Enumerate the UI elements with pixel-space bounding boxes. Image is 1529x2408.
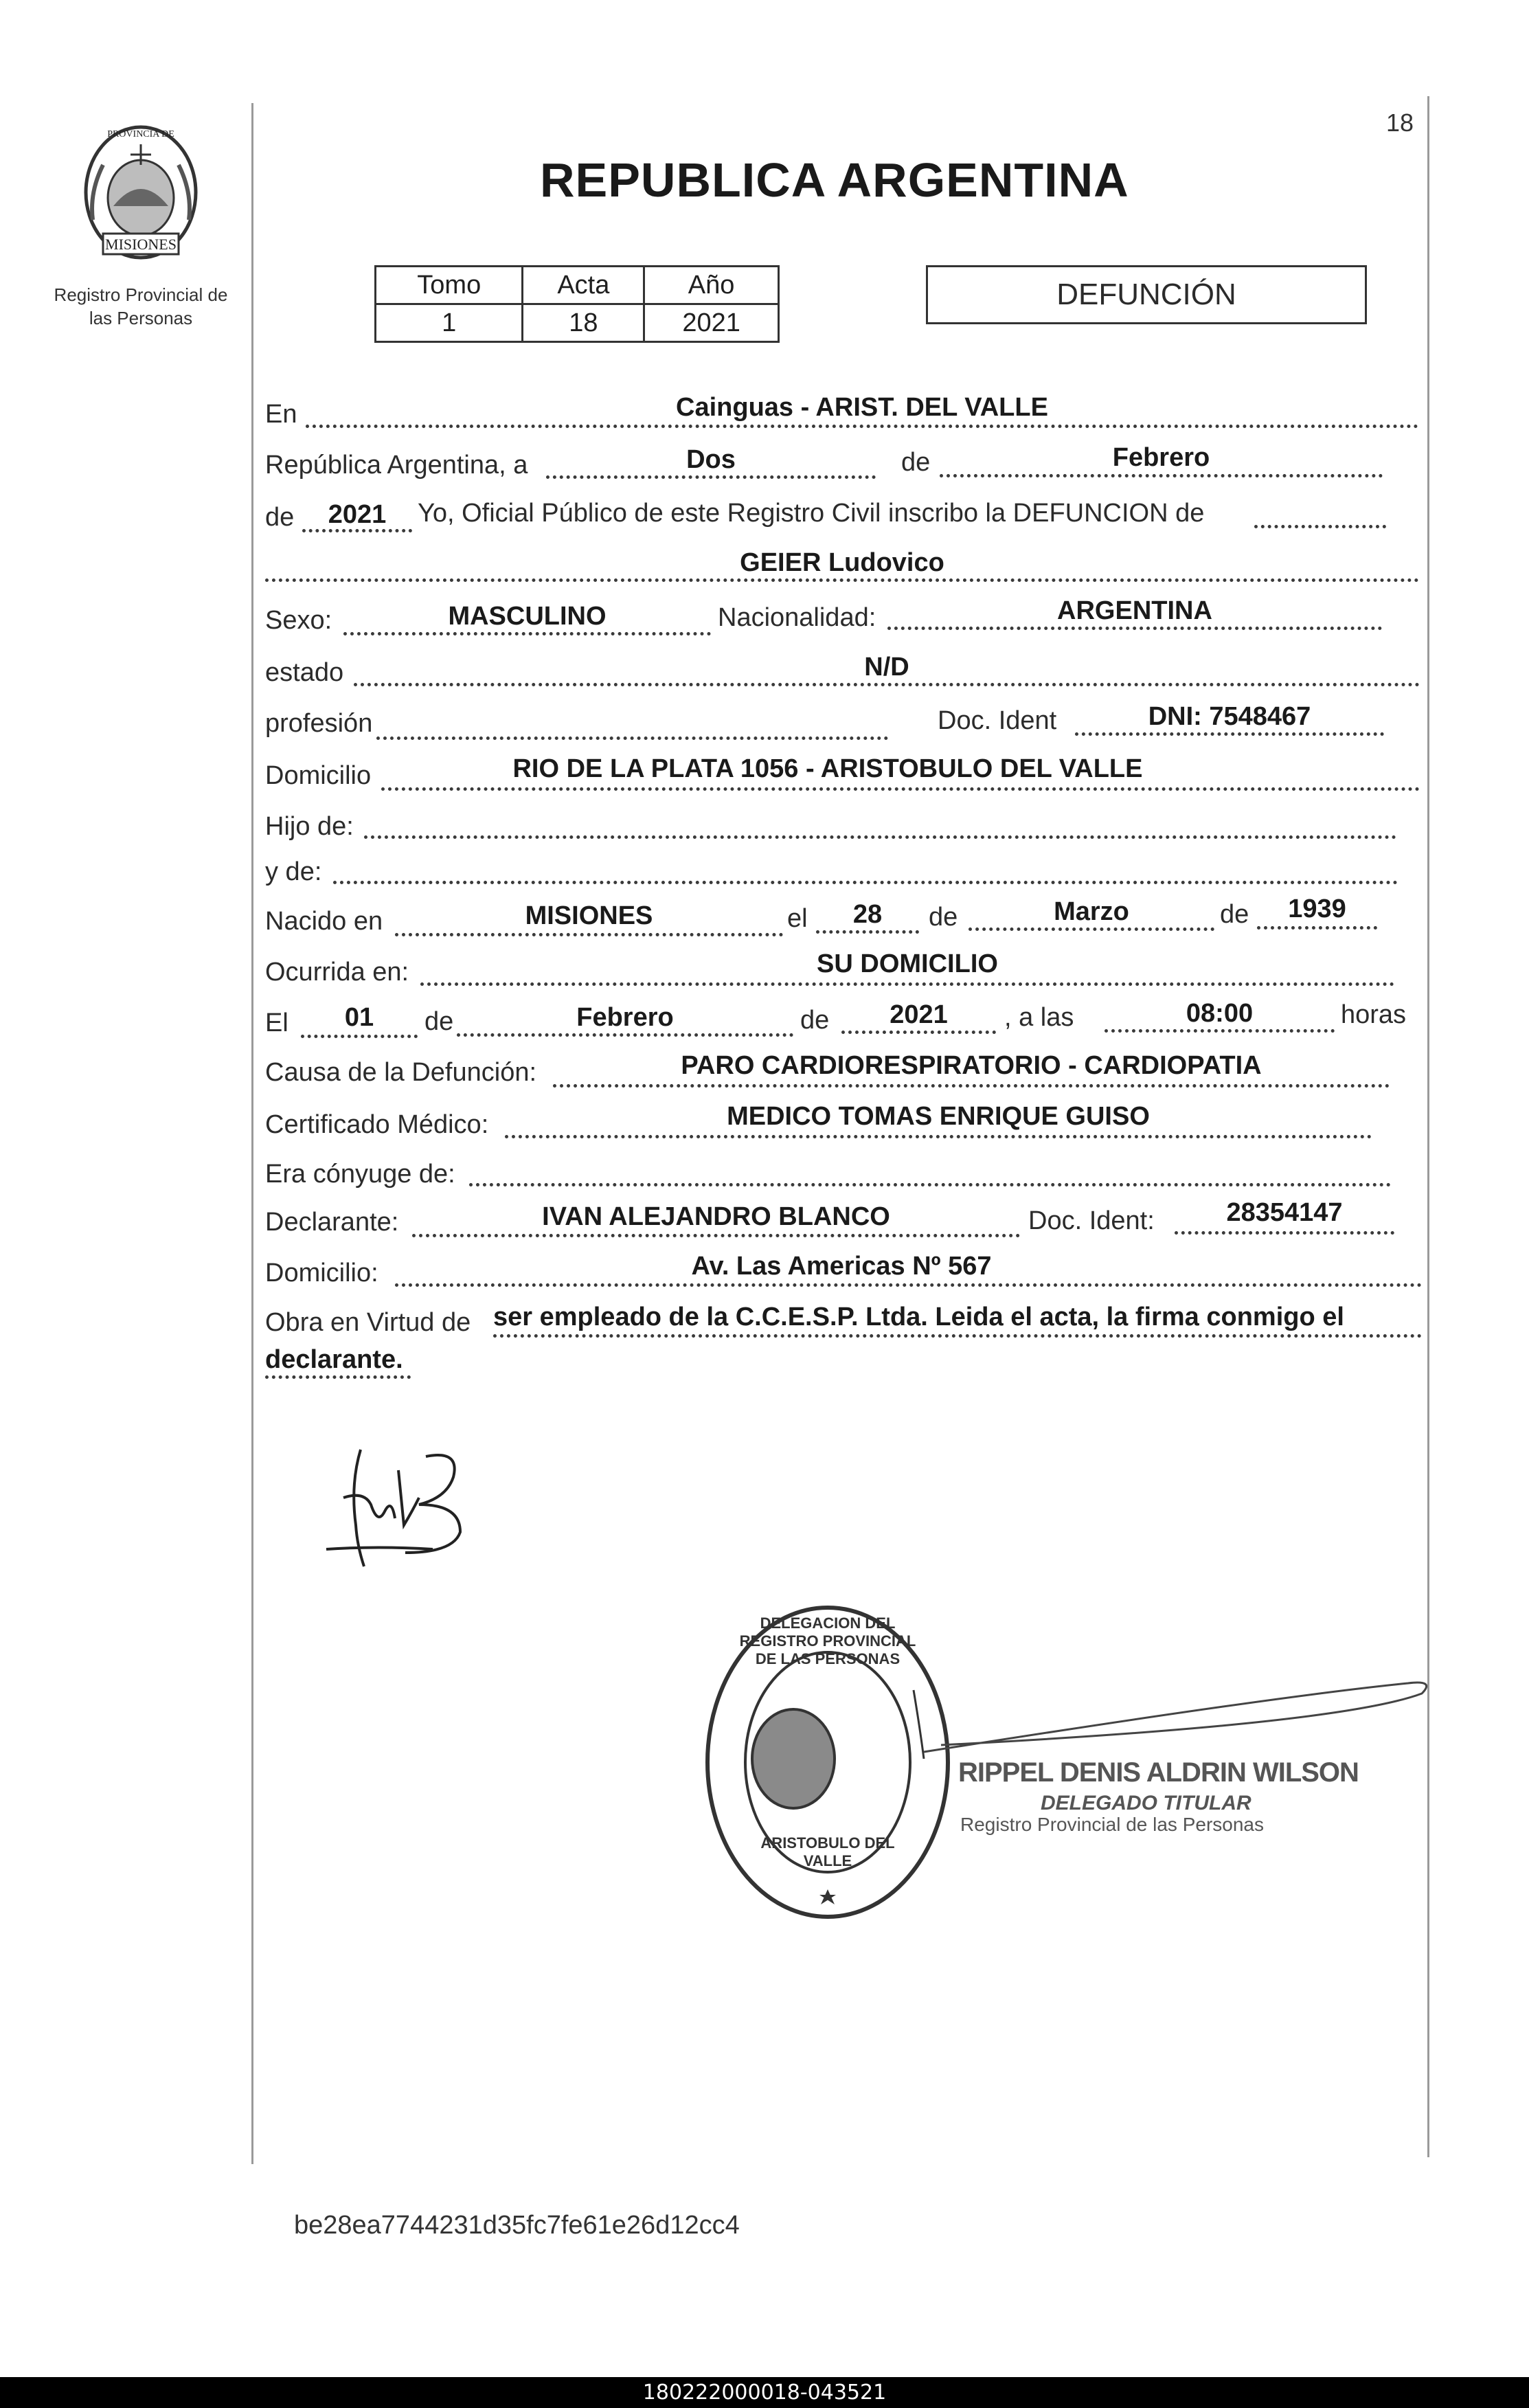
nac-de-label: de: [929, 903, 958, 932]
declarante-label: Declarante:: [265, 1208, 399, 1237]
official-name: RIPPEL DENIS ALDRIN WILSON: [958, 1757, 1359, 1788]
doc-ident-label: Doc. Ident: [938, 706, 1057, 735]
ocurrida-value: SU DOMICILIO: [817, 949, 998, 978]
yde-line: [333, 881, 1398, 884]
ocurrida-line: [420, 982, 1394, 986]
obra-label: Obra en Virtud de: [265, 1308, 471, 1337]
footer-id: 180222000018-043521: [0, 2377, 1529, 2408]
causa-line: [553, 1084, 1390, 1088]
nacionalidad-line: [887, 627, 1382, 630]
left-margin-line: [251, 103, 253, 2164]
certificado-value: MEDICO TOMAS ENRIQUE GUISO: [727, 1102, 1150, 1131]
decl-domicilio-label: Domicilio:: [265, 1259, 378, 1287]
nac-mes-value: Marzo: [1054, 897, 1129, 926]
nacido-label: Nacido en: [265, 907, 383, 936]
obra-value-1: ser empleado de la C.C.E.S.P. Ltda. Leida el acta, la firma conmigo el: [493, 1303, 1344, 1331]
nac-de2-label: de: [1220, 900, 1249, 929]
dia-line: [546, 475, 876, 479]
de2-label: de: [265, 503, 295, 532]
anio-value: 2021: [328, 500, 387, 529]
emblem-bottom-text: MISIONES: [105, 236, 177, 253]
nombre-value: GEIER Ludovico: [740, 548, 944, 577]
nacionalidad-label: Nacionalidad:: [718, 603, 876, 632]
hora-value: 08:00: [1186, 999, 1254, 1028]
sexo-label: Sexo:: [265, 606, 332, 635]
acta-value-acta: 18: [523, 304, 644, 342]
decl-doc-line: [1175, 1231, 1394, 1235]
republica-label: República Argentina, a: [265, 451, 528, 480]
doc-ident-value: DNI: 7548467: [1148, 702, 1311, 731]
decl-domicilio-value: Av. Las Americas Nº 567: [691, 1252, 992, 1281]
hijo-label: Hijo de:: [265, 812, 354, 841]
declarante-value: IVAN ALEJANDRO BLANCO: [542, 1202, 890, 1231]
official-role: DELEGADO TITULAR: [1041, 1792, 1251, 1814]
emblem-top-text: PROVINCIA DE: [107, 129, 174, 139]
registry-label-line-1: Registro Provincial de: [54, 284, 228, 305]
certificado-label: Certificado Médico:: [265, 1110, 489, 1139]
registry-label: [34, 283, 247, 330]
acta-value-tomo: 1: [376, 304, 523, 342]
def-mes-line: [457, 1033, 793, 1037]
def-anio-value: 2021: [890, 1000, 948, 1029]
nac-mes-line: [969, 927, 1214, 931]
en-label: En: [265, 400, 297, 429]
nac-dia-line: [816, 930, 919, 934]
def-de-label: de: [424, 1007, 454, 1036]
acta-header-tomo: Tomo: [376, 267, 523, 304]
conyuge-line: [469, 1183, 1391, 1186]
inscribo-line: [1254, 525, 1386, 528]
acta-header-acta: Acta: [523, 267, 644, 304]
def-mes-value: Febrero: [576, 1003, 674, 1032]
acta-header-anio: Año: [644, 267, 779, 304]
def-dia-value: 01: [344, 1003, 374, 1032]
right-margin-line: [1427, 96, 1429, 2157]
page-number: 18: [1386, 109, 1414, 137]
nac-dia-value: 28: [852, 900, 883, 929]
domicilio-value: RIO DE LA PLATA 1056 - ARISTOBULO DEL VALLE: [512, 754, 1143, 783]
acta-value-anio: 2021: [644, 304, 779, 342]
nac-anio-line: [1257, 926, 1377, 930]
domicilio-line: [381, 787, 1420, 791]
estado-value: N/D: [864, 653, 909, 682]
nac-anio-value: 1939: [1288, 894, 1346, 923]
sexo-line: [343, 632, 711, 635]
ocurrida-label: Ocurrida en:: [265, 958, 409, 987]
el-label: el: [787, 904, 808, 933]
document-type-box: DEFUNCIÓN: [926, 265, 1367, 324]
doc-ident-line: [1075, 732, 1384, 736]
def-de2-label: de: [800, 1006, 830, 1035]
registry-label-line-2: las Personas: [89, 308, 193, 328]
page-title: REPUBLICA ARGENTINA: [540, 153, 1129, 207]
alas-label: , a las: [1004, 1003, 1074, 1032]
obra-line-1: [493, 1334, 1422, 1338]
profesion-label: profesión: [265, 709, 373, 738]
estado-label: estado: [265, 658, 344, 687]
def-anio-line: [841, 1031, 996, 1034]
domicilio-label: Domicilio: [265, 761, 372, 790]
acta-table: [374, 265, 780, 343]
nombre-line: [265, 578, 1419, 582]
mes-line: [940, 474, 1383, 477]
declarante-line: [412, 1234, 1020, 1237]
nacido-line: [395, 933, 783, 936]
obra-line-2: [265, 1375, 411, 1379]
yde-label: y de:: [265, 857, 322, 886]
profesion-line: [376, 736, 888, 740]
estado-line: [354, 683, 1420, 686]
inscribo-label: Yo, Oficial Público de este Registro Civil inscribo la DEFUNCION de: [418, 499, 1205, 528]
hijo-line: [364, 835, 1396, 839]
sexo-value: MASCULINO: [448, 602, 607, 631]
declarant-signature: [323, 1429, 481, 1580]
de-label: de: [901, 448, 931, 477]
el2-label: El: [265, 1009, 288, 1037]
conyuge-label: Era cónyuge de:: [265, 1160, 455, 1189]
mes-value: Febrero: [1112, 443, 1210, 472]
stamp-ring-text: DELEGACION DEL REGISTRO PROVINCIAL DE LAS PERSONAS: [739, 1614, 916, 1667]
decl-doc-value: 28354147: [1226, 1198, 1343, 1227]
document-hash: be28ea7744231d35fc7fe61e26d12cc4: [294, 2211, 740, 2240]
causa-label: Causa de la Defunción:: [265, 1058, 537, 1087]
province-emblem: [76, 124, 206, 268]
decl-domicilio-line: [395, 1283, 1422, 1287]
stamp-inner-text: ARISTOBULO DEL VALLE: [760, 1834, 895, 1869]
nacido-value: MISIONES: [525, 901, 653, 930]
obra-value-2: declarante.: [265, 1345, 403, 1374]
official-org: Registro Provincial de las Personas: [960, 1814, 1264, 1835]
hora-line: [1105, 1029, 1335, 1033]
certificado-line: [505, 1135, 1372, 1138]
horas-label: horas: [1341, 1000, 1407, 1029]
en-line: [306, 425, 1418, 428]
dia-value: Dos: [686, 445, 736, 474]
nacionalidad-value: ARGENTINA: [1057, 596, 1212, 625]
decl-doc-label: Doc. Ident:: [1028, 1206, 1155, 1235]
causa-value: PARO CARDIORESPIRATORIO - CARDIOPATIA: [681, 1051, 1262, 1080]
en-value: Cainguas - ARIST. DEL VALLE: [676, 393, 1048, 422]
def-dia-line: [301, 1035, 418, 1038]
